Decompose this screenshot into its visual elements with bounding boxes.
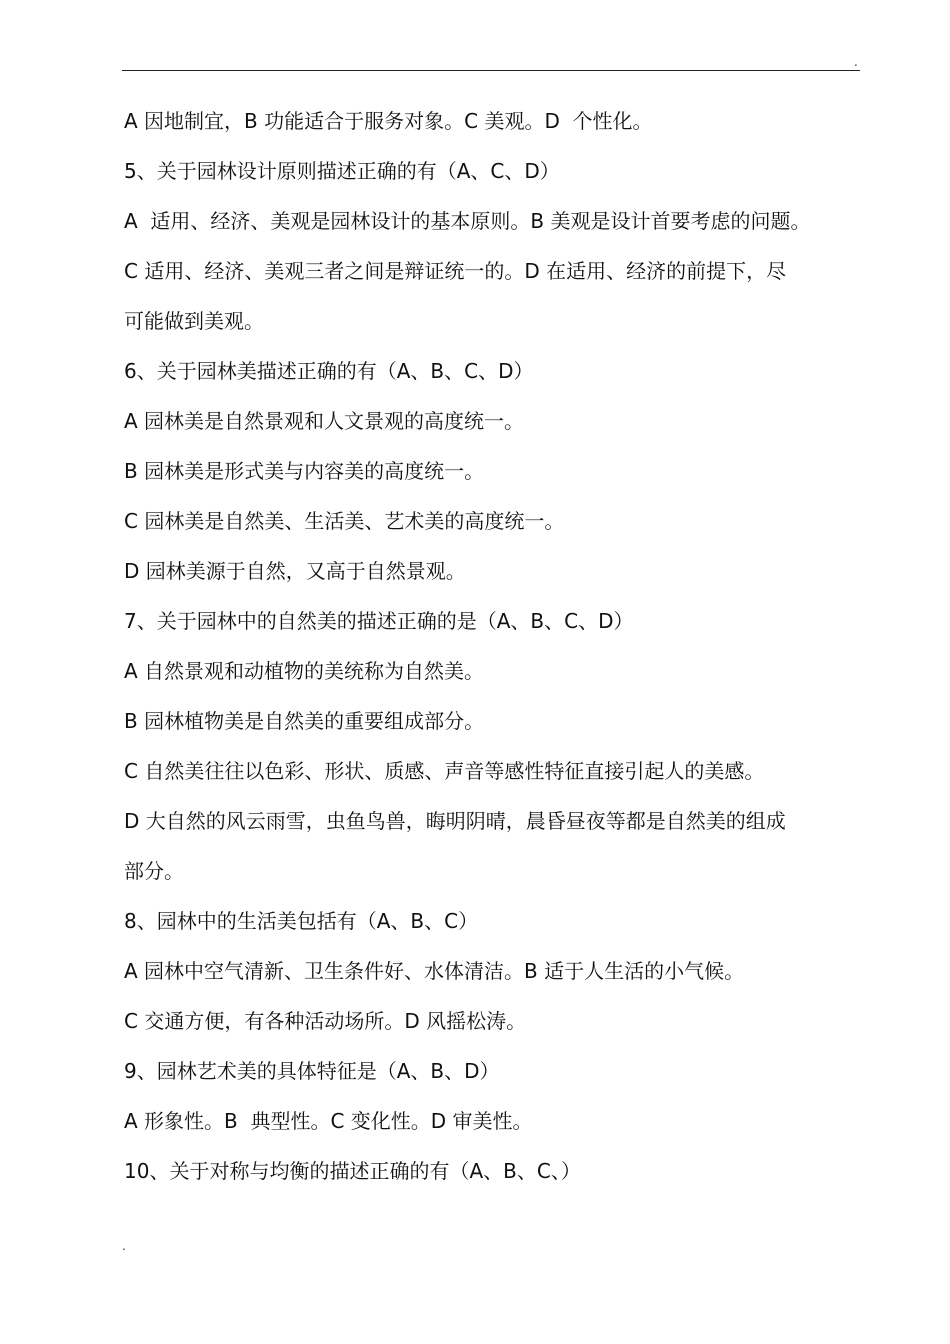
text-line: A 适用、经济、美观是园林设计的基本原则。B 美观是设计首要考虑的问题。 [124, 209, 811, 233]
document-body [124, 96, 864, 1196]
text-line: B 园林美是形式美与内容美的高度统一。 [124, 459, 485, 483]
header-page-mark: . [854, 55, 858, 69]
text-line: A 园林美是自然景观和人文景观的高度统一。 [124, 409, 525, 433]
text-line: 部分。 [124, 859, 184, 883]
text-line: D 大自然的风云雨雪，虫鱼鸟兽，晦明阴晴，晨昏昼夜等都是自然美的组成 [124, 809, 786, 833]
header-rule [122, 70, 860, 71]
text-line: A 自然景观和动植物的美统称为自然美。 [124, 659, 485, 683]
question-6: 6、关于园林美描述正确的有（A、B、C、D） [124, 359, 534, 383]
text-line: A 因地制宜，B 功能适合于服务对象。C 美观。D 个性化。 [124, 109, 653, 133]
text-line: C 适用、经济、美观三者之间是辩证统一的。D 在适用、经济的前提下，尽 [124, 259, 787, 283]
text-line: D 园林美源于自然，又高于自然景观。 [124, 559, 466, 583]
question-10: 10、关于对称与均衡的描述正确的有（A、B、C、） [124, 1159, 581, 1183]
text-line: C 园林美是自然美、生活美、艺术美的高度统一。 [124, 509, 565, 533]
text-line: 可能做到美观。 [124, 309, 264, 333]
text-line: C 自然美往往以色彩、形状、质感、声音等感性特征直接引起人的美感。 [124, 759, 765, 783]
text-line: B 园林植物美是自然美的重要组成部分。 [124, 709, 485, 733]
question-7: 7、关于园林中的自然美的描述正确的是（A、B、C、D） [124, 609, 634, 633]
text-line: A 园林中空气清新、卫生条件好、水体清洁。B 适于人生活的小气候。 [124, 959, 745, 983]
question-9: 9、园林艺术美的具体特征是（A、B、D） [124, 1059, 500, 1083]
question-8: 8、园林中的生活美包括有（A、B、C） [124, 909, 479, 933]
footer-page-mark: . [122, 1239, 126, 1253]
question-5: 5、关于园林设计原则描述正确的有（A、C、D） [124, 159, 560, 183]
text-line: C 交通方便，有各种活动场所。D 风摇松涛。 [124, 1009, 527, 1033]
text-line: A 形象性。B 典型性。C 变化性。D 审美性。 [124, 1109, 533, 1133]
